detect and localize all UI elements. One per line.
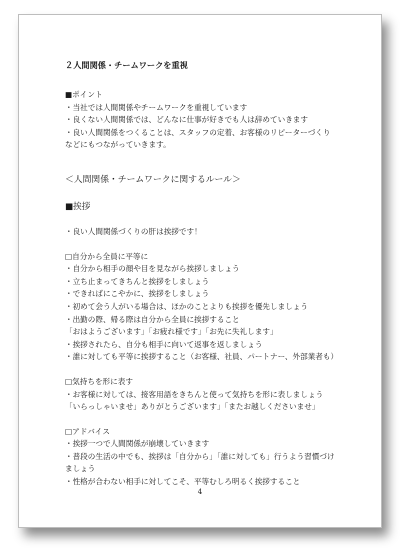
- equal-line: 「おはようございます」「お疲れ様です」「お先に失礼します」: [65, 327, 278, 337]
- spacer: [65, 214, 355, 226]
- equal-line: ・出勤の際、帰る際は自分から全員に挨拶すること: [65, 314, 240, 324]
- spacer: [65, 187, 355, 201]
- rules-title: ＜人間関係・チームワークに関するルール＞: [65, 174, 241, 185]
- spacer: [65, 239, 355, 251]
- equal-line: ・初めて会う人がいる場合は、ほかのことよりも挨拶を優先しましょう: [65, 301, 308, 311]
- spacer: [65, 364, 355, 376]
- feelings-line: ・お客様に対しては、接客用語をきちんと使って気持ちを形に表しましょう: [65, 389, 324, 399]
- document-page: [18, 14, 382, 528]
- equal-heading: □自分から全員に平等に: [65, 251, 149, 261]
- equal-line: ・挨拶されたら、自分も相手に向いて返事を返しましょう: [65, 339, 263, 349]
- advice-line: ・普段の生活の中でも、挨拶は「自分から」「誰に対しても」行うよう習慣づけ: [65, 451, 335, 461]
- spacer: [65, 414, 355, 426]
- feelings-line: 「いらっしゃいませ」ありがとうございます」「またお越しくださいませ」: [65, 402, 320, 412]
- advice-line: ましょう: [65, 464, 96, 474]
- spacer: [65, 152, 355, 174]
- point-line: ・良くない人間関係では、どんなに仕事が好きでも人は辞めていきます: [65, 115, 308, 125]
- point-line: ・当社では人間関係やチームワークを重視しています: [65, 102, 248, 112]
- point-line: などにもつながっていきます。: [65, 140, 171, 150]
- greeting-heading: ■挨拶: [65, 201, 91, 212]
- equal-line: ・立ち止まってきちんと挨拶をしましょう: [65, 276, 210, 286]
- equal-line: ・誰に対しても平等に挨拶すること（お客様、社員、パートナー、外部業者も）: [65, 352, 339, 362]
- equal-line: ・できればにこやかに、挨拶をしましょう: [65, 289, 210, 299]
- point-line: ・良い人間関係をつくることは、スタッフの定着、お客様のリピーターづくり: [65, 127, 331, 137]
- page-number: 4: [197, 488, 203, 496]
- advice-line: ・性格が合わない相手に対してこそ、平等むしろ明るく挨拶すること: [65, 477, 301, 487]
- section-title: ２人間関係・チームワークを重視: [65, 60, 188, 70]
- feelings-heading: □気持ちを形に表す: [65, 376, 133, 386]
- page-content: [65, 59, 355, 489]
- advice-heading: □アドバイス: [65, 426, 110, 436]
- equal-line: ・自分から相手の顔や目を見ながら挨拶しましょう: [65, 264, 240, 274]
- points-heading: ■ポイント: [65, 90, 103, 99]
- advice-line: ・挨拶一つで人間関係が崩壊していきます: [65, 439, 210, 449]
- greeting-intro: ・良い人間関係づくりの肝は挨拶です！: [65, 226, 202, 236]
